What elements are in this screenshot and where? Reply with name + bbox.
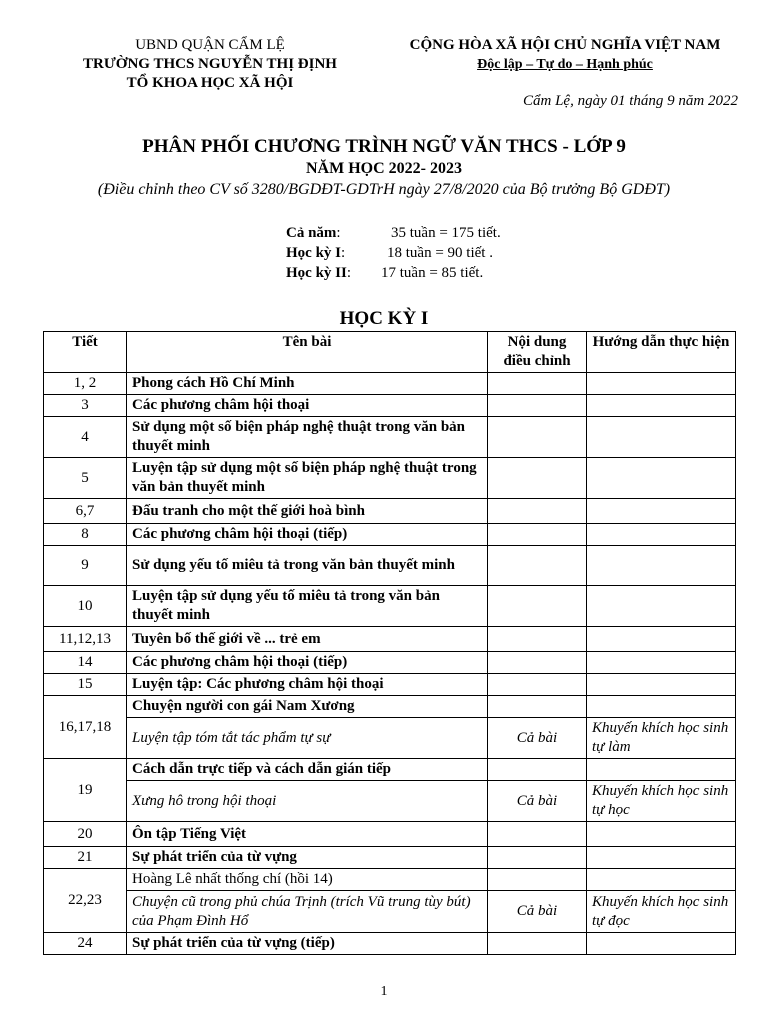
cell-tiet: 20 xyxy=(44,822,127,847)
cell-huong-dan: Khuyến khích học sinh tự làm xyxy=(587,718,736,759)
cell-noi-dung: Cả bài xyxy=(488,718,587,759)
cell-huong-dan xyxy=(587,674,736,696)
summary-separator: : xyxy=(336,225,341,241)
cell-huong-dan xyxy=(587,373,736,395)
cell-noi-dung xyxy=(488,627,587,652)
cell-noi-dung xyxy=(488,373,587,395)
cell-huong-dan: Khuyến khích học sinh tự học xyxy=(587,781,736,822)
table-row xyxy=(44,499,736,524)
cell-noi-dung xyxy=(488,586,587,627)
cell-noi-dung xyxy=(488,869,587,891)
semester-heading: HỌC KỲ I xyxy=(339,308,429,329)
cell-ten-bai: Sử dụng yếu tố miêu tả trong văn bản thuyết minh xyxy=(127,546,488,586)
cell-noi-dung xyxy=(488,759,587,781)
cell-huong-dan xyxy=(587,933,736,955)
summary-row xyxy=(286,243,501,263)
summary-label: Học kỳ II xyxy=(286,265,347,281)
cell-huong-dan xyxy=(587,499,736,524)
cell-huong-dan xyxy=(587,417,736,458)
table-row xyxy=(44,869,736,891)
cell-huong-dan xyxy=(587,847,736,869)
cell-tiet: 10 xyxy=(44,586,127,627)
table-row xyxy=(44,373,736,395)
cell-ten-bai: Chuyện cũ trong phủ chúa Trịnh (trích Vũ trung tùy bút) của Phạm Đình Hổ xyxy=(127,891,488,933)
table-row xyxy=(44,847,736,869)
document-date: Cẩm Lệ, ngày 01 tháng 9 năm 2022 xyxy=(523,93,738,109)
cell-noi-dung xyxy=(488,395,587,417)
cell-huong-dan xyxy=(587,869,736,891)
cell-ten-bai: Các phương châm hội thoại (tiếp) xyxy=(127,524,488,546)
motto: Độc lập – Tự do – Hạnh phúc xyxy=(477,57,653,72)
cell-noi-dung xyxy=(488,933,587,955)
cell-huong-dan xyxy=(587,759,736,781)
summary-value: 35 tuần = 175 tiết. xyxy=(391,225,501,241)
cell-ten-bai: Cách dẫn trực tiếp và cách dẫn gián tiếp xyxy=(127,759,488,781)
cell-ten-bai: Xưng hô trong hội thoại xyxy=(127,781,488,822)
cell-ten-bai: Sự phát triển của từ vựng (tiếp) xyxy=(127,933,488,955)
table-row xyxy=(44,718,736,759)
cell-ten-bai: Phong cách Hồ Chí Minh xyxy=(127,373,488,395)
cell-tiet: 3 xyxy=(44,395,127,417)
cell-ten-bai: Luyện tập sử dụng một số biện pháp nghệ thuật trong văn bản thuyết minh xyxy=(127,458,488,499)
cell-tiet: 22,23 xyxy=(44,869,127,933)
table-row xyxy=(44,674,736,696)
cell-ten-bai: Ôn tập Tiếng Việt xyxy=(127,822,488,847)
table-row xyxy=(44,627,736,652)
cell-ten-bai: Luyện tập: Các phương châm hội thoại xyxy=(127,674,488,696)
table-row xyxy=(44,696,736,718)
cell-huong-dan xyxy=(587,546,736,586)
cell-tiet: 8 xyxy=(44,524,127,546)
summary-row xyxy=(286,223,501,243)
adjustment-note: (Điều chỉnh theo CV số 3280/BGDĐT-GDTrH ngày 27/8/2020 của Bộ trưởng Bộ GDĐT) xyxy=(97,181,671,198)
document-title: PHÂN PHỐI CHƯƠNG TRÌNH NGỮ VĂN THCS - LỚP 9 xyxy=(142,136,626,157)
cell-noi-dung: Cả bài xyxy=(488,891,587,933)
table-header-row xyxy=(44,332,736,373)
curriculum-table xyxy=(43,331,736,955)
cell-ten-bai: Đấu tranh cho một thế giới hoà bình xyxy=(127,499,488,524)
table-row xyxy=(44,933,736,955)
cell-huong-dan xyxy=(587,652,736,674)
cell-noi-dung xyxy=(488,417,587,458)
cell-tiet: 5 xyxy=(44,458,127,499)
table-row xyxy=(44,395,736,417)
cell-noi-dung xyxy=(488,696,587,718)
table-row xyxy=(44,524,736,546)
department-name: TỔ KHOA HỌC XÃ HỘI xyxy=(126,75,294,91)
cell-tiet: 15 xyxy=(44,674,127,696)
table-row xyxy=(44,822,736,847)
table-row xyxy=(44,586,736,627)
cell-noi-dung xyxy=(488,847,587,869)
cell-tiet: 6,7 xyxy=(44,499,127,524)
cell-huong-dan xyxy=(587,524,736,546)
col-header-noi-dung: Nội dung điều chỉnh xyxy=(488,332,587,373)
school-name: TRƯỜNG THCS NGUYỄN THỊ ĐỊNH xyxy=(83,56,337,72)
cell-tiet: 9 xyxy=(44,546,127,586)
cell-noi-dung xyxy=(488,652,587,674)
col-header-tiet: Tiết xyxy=(44,332,127,373)
cell-ten-bai: Sử dụng một số biện pháp nghệ thuật trong văn bản thuyết minh xyxy=(127,417,488,458)
cell-tiet: 16,17,18 xyxy=(44,696,127,759)
cell-tiet: 1, 2 xyxy=(44,373,127,395)
district-name: UBND QUẬN CẨM LỆ xyxy=(135,37,285,53)
issuer-block xyxy=(60,36,360,93)
table-row xyxy=(44,652,736,674)
cell-ten-bai: Sự phát triển của từ vựng xyxy=(127,847,488,869)
cell-ten-bai: Luyện tập tóm tắt tác phẩm tự sự xyxy=(127,718,488,759)
cell-noi-dung xyxy=(488,524,587,546)
cell-huong-dan: Khuyến khích học sinh tự đọc xyxy=(587,891,736,933)
summary-separator: : xyxy=(346,265,352,281)
cell-ten-bai: Luyện tập sử dụng yếu tố miêu tả trong văn bản thuyết minh xyxy=(127,586,488,627)
cell-ten-bai: Tuyên bố thế giới về ... trẻ em xyxy=(127,627,488,652)
table-row xyxy=(44,546,736,586)
page-number: 1 xyxy=(380,984,388,999)
cell-noi-dung xyxy=(488,674,587,696)
summary-value: 17 tuần = 85 tiết. xyxy=(381,265,484,281)
cell-tiet: 11,12,13 xyxy=(44,627,127,652)
summary-separator: : xyxy=(341,245,346,261)
table-row xyxy=(44,417,736,458)
col-header-huong-dan: Hướng dẫn thực hiện xyxy=(587,332,736,373)
table-row xyxy=(44,759,736,781)
country-name: CỘNG HÒA XÃ HỘI CHỦ NGHĨA VIỆT NAM xyxy=(409,37,721,53)
cell-noi-dung xyxy=(488,458,587,499)
cell-tiet: 24 xyxy=(44,933,127,955)
cell-noi-dung xyxy=(488,546,587,586)
col-header-ten-bai: Tên bài xyxy=(127,332,488,373)
summary-label: Cả năm xyxy=(286,225,337,241)
cell-ten-bai: Các phương châm hội thoại xyxy=(127,395,488,417)
cell-ten-bai: Hoàng Lê nhất thống chí (hồi 14) xyxy=(127,869,488,891)
cell-ten-bai: Chuyện người con gái Nam Xương xyxy=(127,696,488,718)
cell-huong-dan xyxy=(587,586,736,627)
school-year: NĂM HỌC 2022- 2023 xyxy=(306,160,462,177)
table-row xyxy=(44,458,736,499)
summary-label: Học kỳ I xyxy=(286,245,342,261)
cell-tiet: 19 xyxy=(44,759,127,822)
summary-row xyxy=(286,263,501,283)
cell-noi-dung xyxy=(488,499,587,524)
cell-huong-dan xyxy=(587,696,736,718)
table-row xyxy=(44,891,736,933)
cell-tiet: 21 xyxy=(44,847,127,869)
cell-noi-dung xyxy=(488,822,587,847)
cell-huong-dan xyxy=(587,458,736,499)
cell-noi-dung: Cả bài xyxy=(488,781,587,822)
cell-huong-dan xyxy=(587,395,736,417)
cell-huong-dan xyxy=(587,627,736,652)
national-motto-block xyxy=(380,36,750,74)
cell-ten-bai: Các phương châm hội thoại (tiếp) xyxy=(127,652,488,674)
cell-tiet: 14 xyxy=(44,652,127,674)
cell-tiet: 4 xyxy=(44,417,127,458)
table-row xyxy=(44,781,736,822)
cell-huong-dan xyxy=(587,822,736,847)
summary-value: 18 tuần = 90 tiết . xyxy=(387,245,493,261)
period-summary xyxy=(286,223,501,283)
